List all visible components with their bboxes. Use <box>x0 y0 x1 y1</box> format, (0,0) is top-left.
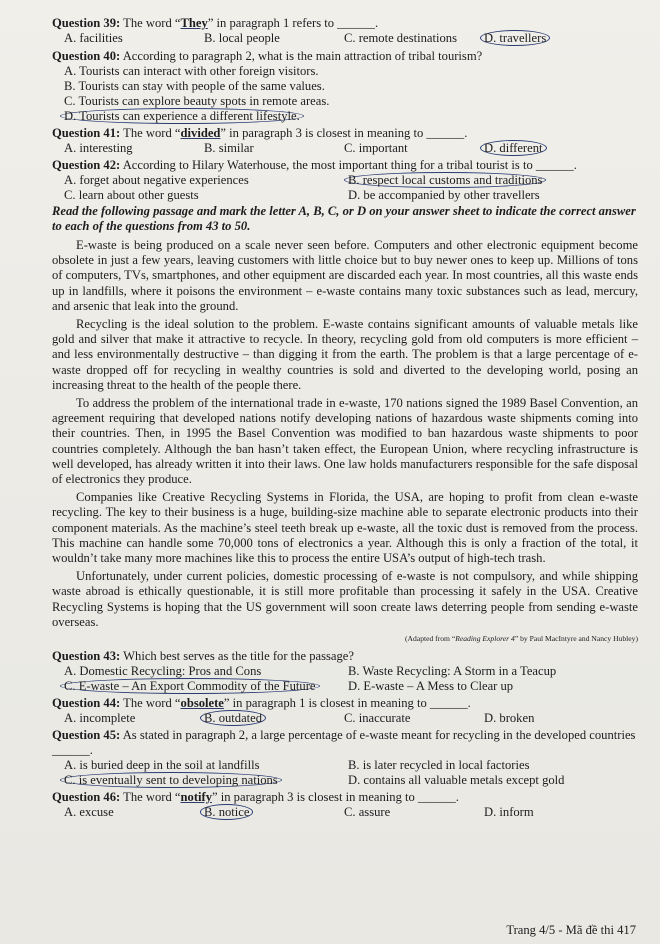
answer-circle: C. E-waste – An Export Commodity of the Future <box>60 678 320 694</box>
option-d[interactable]: D. be accompanied by other travellers <box>348 188 540 202</box>
option-c[interactable]: C. remote destinations <box>344 31 457 45</box>
option-c[interactable]: C. learn about other guests <box>64 188 199 202</box>
option-a[interactable]: A. Tourists can interact with other foreign visitors. <box>64 64 319 78</box>
option-b[interactable] <box>204 805 344 820</box>
option-a[interactable]: A. Domestic Recycling: Pros and Cons <box>64 664 262 679</box>
passage-paragraph-2: Recycling is the ideal solution to the problem. E-waste contains significant amounts of valuable metals like gold and silver that make it attractive to recycle. In theory, recycling gold from old computers is more efficient – and less environmentally destructive – than digging it from the earth. The problem is that a large percentage of e-waste dropped off for recycling in wealthy countries is sold and diverted to the developing world, posing an increasing threat to the health of the people there. <box>52 317 638 392</box>
answer-circle: C. is eventually sent to developing nations <box>60 772 282 788</box>
option-d[interactable] <box>484 141 604 156</box>
option-c[interactable]: C. inaccurate <box>344 711 411 726</box>
answer-circle: B. notice <box>200 804 253 820</box>
question-44: Question 44: The word “obsolete” in paragraph 1 is closest in meaning to ______. <box>52 696 471 711</box>
answer-circle: D. different <box>480 140 547 156</box>
key-word: divided <box>180 126 221 140</box>
options-45 <box>52 758 638 788</box>
option-b[interactable]: B. Tourists can stay with people of the same values. <box>64 79 325 93</box>
key-word: They <box>180 16 208 30</box>
option-b[interactable]: B. local people <box>204 31 280 45</box>
question-label: Question 40: <box>52 49 121 63</box>
option-a[interactable]: A. is buried deep in the soil at landfills <box>64 758 260 773</box>
question-label: Question 45: <box>52 728 121 743</box>
option-d[interactable]: D. contains all valuable metals except gold <box>348 773 565 788</box>
option-b[interactable] <box>204 711 344 726</box>
answer-circle: B. outdated <box>200 710 266 726</box>
answer-circle: D. travellers <box>480 30 550 46</box>
passage-paragraph-4: Companies like Creative Recycling Systems in Florida, the USA, are hoping to profit from clean e-waste recycling. The key to their business is a huge, building-size machine able to separate electronic products into their component materials. As the machine’s steel teeth break up e-waste, all the toxic dust is removed from the process. This machine can handle some 70,000 tons of electronics a year. Although this is only a fraction of the total, it wouldn’t take many more machines like this to process the entire USA’s output of high-tech trash. <box>52 490 638 566</box>
question-41: Question 41: The word “divided” in paragraph 3 is closest in meaning to ______. <box>52 126 468 140</box>
question-label: Question 46: <box>52 790 121 805</box>
option-d[interactable]: D. E-waste – A Mess to Clear up <box>348 679 514 694</box>
key-word: notify <box>180 790 212 805</box>
option-a[interactable]: A. facilities <box>64 31 123 45</box>
question-39: Question 39: The word “They” in paragraph 1 refers to ______. <box>52 16 379 30</box>
source-citation: (Adapted from “Reading Explorer 4” by Paul MacIntyre and Nancy Hubley) <box>405 634 638 644</box>
answer-circle: D. Tourists can experience a different lifestyle. <box>60 108 304 124</box>
question-label: Question 44: <box>52 696 121 711</box>
options-41 <box>52 141 638 156</box>
question-45: Question 45: As stated in paragraph 2, a large percentage of e-waste meant for recycling in the developed countries ______. <box>52 728 636 758</box>
option-c[interactable] <box>64 773 348 788</box>
option-c[interactable]: C. assure <box>344 805 391 820</box>
options-46 <box>52 805 638 820</box>
option-c[interactable]: C. important <box>344 141 408 155</box>
passage-paragraph-3: To address the problem of the international trade in e-waste, 170 nations signed the 1989 Basel Convention, an agreement requiring that developed nations notify developing nations of hazardous waste shipments coming into their countries. Then, in 1995 the Basel Convention was modified to ban hazardous waste shipments to poor countries completely. Although the ban hasn’t taken effect, the European Union, where recycling infrastructure is well developed, has already written it into their laws. One law holds manufacturers responsible for the safe disposal of electronics they produce. <box>52 396 638 487</box>
option-d[interactable]: D. broken <box>484 711 535 726</box>
passage-paragraph-5: Unfortunately, under current policies, domestic processing of e-waste is not compulsory, and while shipping waste abroad is ethically questionable, it is still more profitable than processing it safely in the USA. Creative Recycling Systems is hoping that the US government will soon create laws deterring people from sending e-waste overseas. <box>52 569 638 629</box>
question-43: Question 43: Which best serves as the title for the passage? <box>52 649 354 664</box>
option-b[interactable]: B. Waste Recycling: A Storm in a Teacup <box>348 664 557 679</box>
question-label: Question 39: <box>52 16 121 30</box>
option-d[interactable]: D. inform <box>484 805 534 820</box>
option-a[interactable]: A. incomplete <box>64 711 136 726</box>
section-instruction: Read the following passage and mark the letter A, B, C, or D on your answer sheet to indicate the correct answer to each of the questions from 43 to 50. <box>52 204 636 233</box>
question-label: Question 43: <box>52 649 121 664</box>
options-42 <box>52 173 638 203</box>
options-44 <box>52 711 638 726</box>
question-label: Question 41: <box>52 126 121 140</box>
question-40: Question 40: According to paragraph 2, what is the main attraction of tribal tourism? <box>52 49 483 63</box>
question-42: Question 42: According to Hilary Waterhouse, the most important thing for a tribal tourist is to ______. <box>52 158 577 172</box>
question-label: Question 42: <box>52 158 121 172</box>
options-40 <box>52 64 638 124</box>
answer-circle: B. respect local customs and traditions <box>344 172 546 188</box>
reading-passage <box>52 238 638 630</box>
page-footer: Trang 4/5 - Mã đề thi 417 <box>506 923 636 937</box>
option-d[interactable] <box>484 31 604 46</box>
option-c[interactable]: C. Tourists can explore beauty spots in remote areas. <box>64 94 330 108</box>
question-46: Question 46: The word “notify” in paragraph 3 is closest in meaning to ______. <box>52 790 459 805</box>
option-a[interactable]: A. interesting <box>64 141 133 155</box>
option-a[interactable]: A. forget about negative experiences <box>64 173 249 187</box>
option-d[interactable] <box>64 109 638 124</box>
option-c[interactable] <box>64 679 348 694</box>
option-b[interactable] <box>348 173 632 188</box>
options-43 <box>52 664 638 694</box>
passage-paragraph-1: E-waste is being produced on a scale never seen before. Computers and other electronic equipment become obsolete in just a few years, leaving customers with little choice but to buy newer ones to keep up. Millions of tons of computers, TVs, smartphones, and other equipment are discarded each year. In most countries, all this waste ends up in landfills, where it poisons the environment – e-waste contains many toxic substances such as lead, mercury, and arsenic that leak into the ground. <box>52 238 638 313</box>
options-39 <box>52 31 638 46</box>
option-b[interactable]: B. is later recycled in local factories <box>348 758 530 773</box>
option-a[interactable]: A. excuse <box>64 805 114 820</box>
option-b[interactable]: B. similar <box>204 141 254 155</box>
key-word: obsolete <box>180 696 224 711</box>
